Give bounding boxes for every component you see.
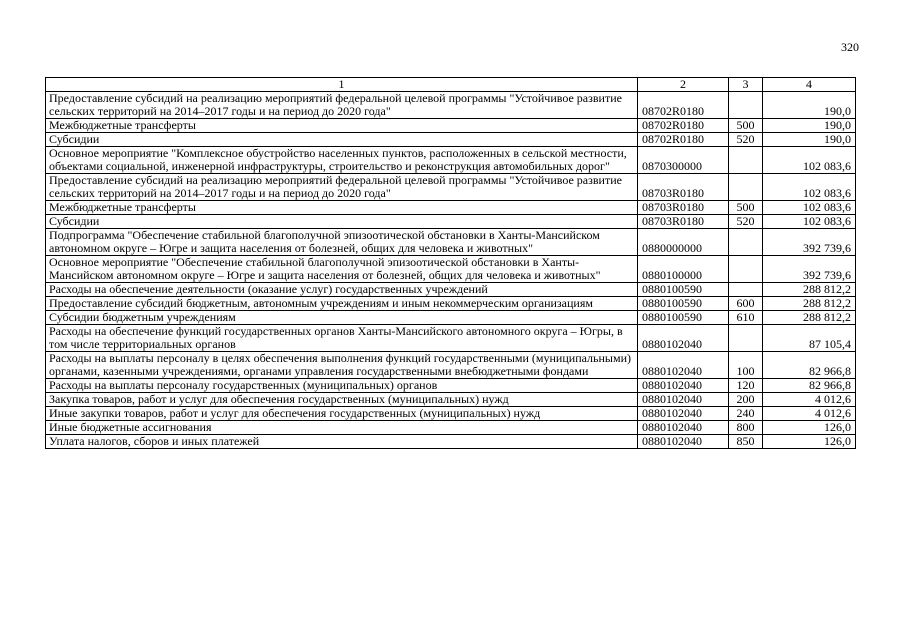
header-cell: 1 bbox=[46, 78, 638, 92]
row-code: 0880102040 bbox=[638, 379, 729, 393]
table-row bbox=[46, 119, 856, 133]
row-type bbox=[729, 92, 763, 119]
budget-table bbox=[45, 77, 856, 449]
row-name: Уплата налогов, сборов и иных платежей bbox=[46, 435, 638, 449]
row-type: 800 bbox=[729, 421, 763, 435]
row-amount: 288 812,2 bbox=[763, 311, 856, 325]
row-name: Субсидии бюджетным учреждениям bbox=[46, 311, 638, 325]
row-amount: 4 012,6 bbox=[763, 393, 856, 407]
table-row bbox=[46, 379, 856, 393]
row-name: Расходы на обеспечение функций государственных органов Ханты-Мансийского автономного округа – Югры, в том числе территориальных органов bbox=[46, 325, 638, 352]
row-code: 0880102040 bbox=[638, 325, 729, 352]
table-row bbox=[46, 435, 856, 449]
row-code: 0880100590 bbox=[638, 311, 729, 325]
row-code: 08702R0180 bbox=[638, 133, 729, 147]
row-amount: 82 966,8 bbox=[763, 379, 856, 393]
row-amount: 288 812,2 bbox=[763, 297, 856, 311]
header-cell: 3 bbox=[729, 78, 763, 92]
table-row bbox=[46, 147, 856, 174]
row-code: 08703R0180 bbox=[638, 201, 729, 215]
row-code: 0880102040 bbox=[638, 421, 729, 435]
row-code: 08703R0180 bbox=[638, 215, 729, 229]
row-amount: 126,0 bbox=[763, 435, 856, 449]
table-header-row bbox=[46, 78, 856, 92]
row-code: 0880100590 bbox=[638, 297, 729, 311]
row-amount: 190,0 bbox=[763, 119, 856, 133]
row-amount: 126,0 bbox=[763, 421, 856, 435]
row-code: 0880102040 bbox=[638, 393, 729, 407]
row-type bbox=[729, 174, 763, 201]
row-type: 500 bbox=[729, 201, 763, 215]
row-type bbox=[729, 229, 763, 256]
table-row bbox=[46, 325, 856, 352]
row-name: Субсидии bbox=[46, 133, 638, 147]
row-name: Подпрограмма "Обеспечение стабильной благополучной эпизоотической обстановки в Ханты-Мансийском автономном округе – Югре и защита населения от болезней, общих для человека и животных" bbox=[46, 229, 638, 256]
row-code: 0880102040 bbox=[638, 435, 729, 449]
row-name: Иные закупки товаров, работ и услуг для обеспечения государственных (муниципальных) нужд bbox=[46, 407, 638, 421]
row-name: Межбюджетные трансферты bbox=[46, 201, 638, 215]
row-amount: 190,0 bbox=[763, 133, 856, 147]
table-row bbox=[46, 407, 856, 421]
header-cell: 2 bbox=[638, 78, 729, 92]
row-name: Расходы на выплаты персоналу государственных (муниципальных) органов bbox=[46, 379, 638, 393]
row-name: Предоставление субсидий на реализацию мероприятий федеральной целевой программы "Устойчивое развитие сельских территорий на 2014–2017 годы и на период до 2020 года" bbox=[46, 92, 638, 119]
row-amount: 102 083,6 bbox=[763, 215, 856, 229]
row-name: Иные бюджетные ассигнования bbox=[46, 421, 638, 435]
table-row bbox=[46, 352, 856, 379]
row-name: Основное мероприятие "Обеспечение стабильной благополучной эпизоотической обстановки в Ханты-Мансийском автономном округе – Югре и защита населения от болезней, общих для человека и животных" bbox=[46, 256, 638, 283]
row-type: 120 bbox=[729, 379, 763, 393]
row-code: 08702R0180 bbox=[638, 92, 729, 119]
row-name: Предоставление субсидий бюджетным, автономным учреждениям и иным некоммерческим организациям bbox=[46, 297, 638, 311]
table-row bbox=[46, 201, 856, 215]
table-row bbox=[46, 133, 856, 147]
row-code: 0880100590 bbox=[638, 283, 729, 297]
row-code: 0870300000 bbox=[638, 147, 729, 174]
row-amount: 102 083,6 bbox=[763, 174, 856, 201]
row-amount: 288 812,2 bbox=[763, 283, 856, 297]
row-type: 850 bbox=[729, 435, 763, 449]
row-amount: 392 739,6 bbox=[763, 256, 856, 283]
table-row bbox=[46, 174, 856, 201]
row-amount: 102 083,6 bbox=[763, 201, 856, 215]
row-amount: 82 966,8 bbox=[763, 352, 856, 379]
row-name: Основное мероприятие "Комплексное обустройство населенных пунктов, расположенных в сельской местности, объектами социальной, инженерной инфраструктуры, строительство и реконструкция автомобильных дорог" bbox=[46, 147, 638, 174]
table-row bbox=[46, 393, 856, 407]
row-type: 100 bbox=[729, 352, 763, 379]
table-row bbox=[46, 421, 856, 435]
row-name: Предоставление субсидий на реализацию мероприятий федеральной целевой программы "Устойчивое развитие сельских территорий на 2014–2017 годы и на период до 2020 года" bbox=[46, 174, 638, 201]
row-code: 0880100000 bbox=[638, 256, 729, 283]
row-name: Субсидии bbox=[46, 215, 638, 229]
row-type: 520 bbox=[729, 215, 763, 229]
row-name: Расходы на выплаты персоналу в целях обеспечения выполнения функций государственными (муниципальными) органами, казенными учреждениями, органами управления государственными внебюджетными фондами bbox=[46, 352, 638, 379]
row-code: 0880000000 bbox=[638, 229, 729, 256]
row-amount: 190,0 bbox=[763, 92, 856, 119]
table-row bbox=[46, 297, 856, 311]
row-code: 08702R0180 bbox=[638, 119, 729, 133]
row-type: 200 bbox=[729, 393, 763, 407]
table-row bbox=[46, 229, 856, 256]
row-type: 240 bbox=[729, 407, 763, 421]
row-type: 520 bbox=[729, 133, 763, 147]
row-type bbox=[729, 147, 763, 174]
row-name: Закупка товаров, работ и услуг для обеспечения государственных (муниципальных) нужд bbox=[46, 393, 638, 407]
row-type: 600 bbox=[729, 297, 763, 311]
row-type bbox=[729, 283, 763, 297]
row-code: 08703R0180 bbox=[638, 174, 729, 201]
row-type: 610 bbox=[729, 311, 763, 325]
table-row bbox=[46, 311, 856, 325]
row-name: Расходы на обеспечение деятельности (оказание услуг) государственных учреждений bbox=[46, 283, 638, 297]
row-amount: 4 012,6 bbox=[763, 407, 856, 421]
table-row bbox=[46, 283, 856, 297]
table-row bbox=[46, 92, 856, 119]
row-amount: 87 105,4 bbox=[763, 325, 856, 352]
row-type: 500 bbox=[729, 119, 763, 133]
page-number: 320 bbox=[841, 40, 859, 54]
header-cell: 4 bbox=[763, 78, 856, 92]
row-type bbox=[729, 325, 763, 352]
row-code: 0880102040 bbox=[638, 352, 729, 379]
row-name: Межбюджетные трансферты bbox=[46, 119, 638, 133]
row-amount: 392 739,6 bbox=[763, 229, 856, 256]
row-type bbox=[729, 256, 763, 283]
row-amount: 102 083,6 bbox=[763, 147, 856, 174]
table-row bbox=[46, 215, 856, 229]
row-code: 0880102040 bbox=[638, 407, 729, 421]
table-row bbox=[46, 256, 856, 283]
